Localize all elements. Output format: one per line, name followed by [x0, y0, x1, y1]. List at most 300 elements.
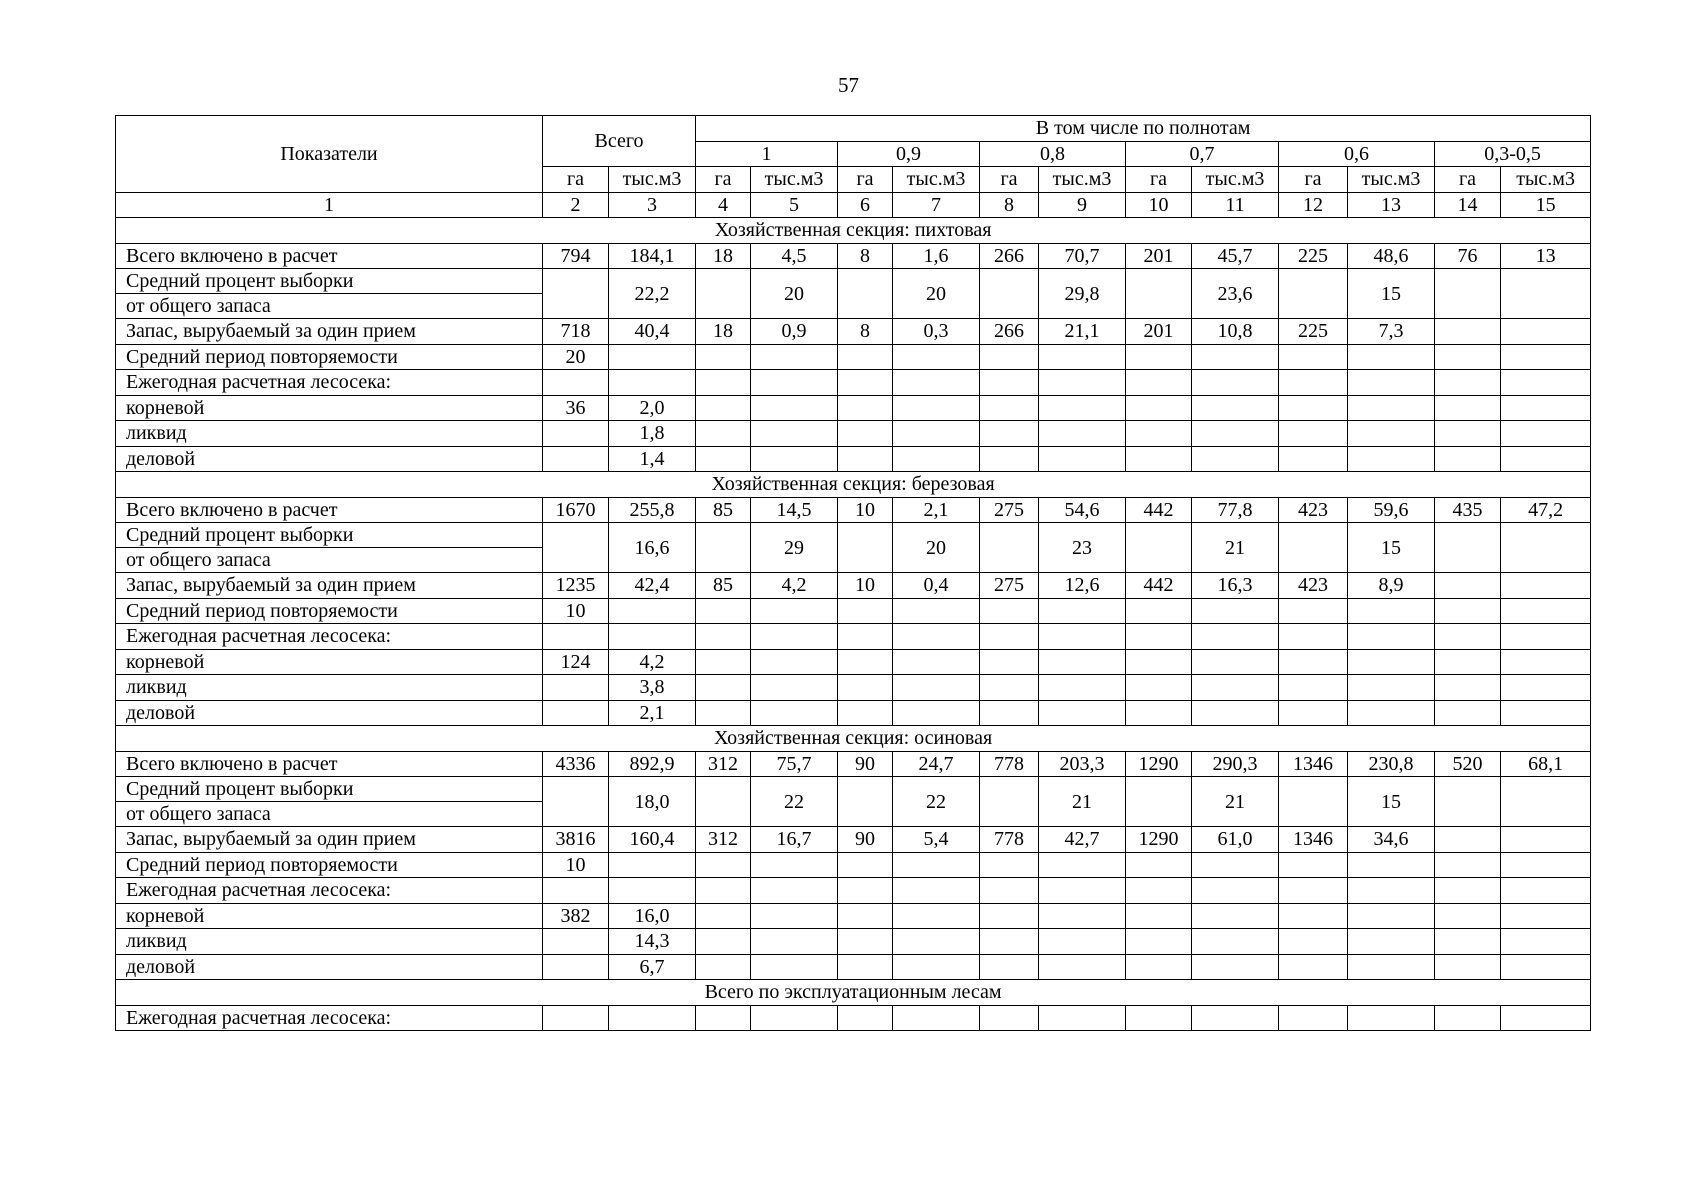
value-cell [1039, 903, 1126, 929]
value-cell: 4,2 [751, 573, 838, 599]
value-cell: 423 [1279, 573, 1348, 599]
value-cell: 10 [838, 573, 893, 599]
value-cell: 20 [893, 269, 980, 319]
section-title: Хозяйственная секция: березовая [116, 472, 1591, 498]
value-cell [751, 370, 838, 396]
value-cell [1501, 903, 1591, 929]
column-number: 4 [696, 192, 751, 218]
value-cell: 23,6 [1192, 269, 1279, 319]
value-cell: 225 [1279, 243, 1348, 269]
row-label: корневой [116, 903, 543, 929]
value-cell [696, 777, 751, 827]
value-cell [751, 421, 838, 447]
value-cell [980, 929, 1039, 955]
value-cell [696, 370, 751, 396]
value-cell: 718 [543, 319, 609, 345]
value-cell [1126, 954, 1192, 980]
table-row [116, 929, 1591, 955]
table-row [116, 523, 1591, 573]
value-cell [1435, 370, 1501, 396]
value-cell [1435, 675, 1501, 701]
value-cell: 18 [696, 243, 751, 269]
value-cell [1039, 1005, 1126, 1031]
column-number: 9 [1039, 192, 1126, 218]
section-title: Всего по эксплуатационным лесам [116, 980, 1591, 1006]
row-label: Запас, вырубаемый за один прием [116, 573, 543, 599]
value-cell [1192, 446, 1279, 472]
value-cell [696, 523, 751, 573]
value-cell [1279, 446, 1348, 472]
value-cell: 0,4 [893, 573, 980, 599]
value-cell [1501, 675, 1591, 701]
value-cell: 23 [1039, 523, 1126, 573]
value-cell [1126, 421, 1192, 447]
value-cell [980, 624, 1039, 650]
value-cell [980, 344, 1039, 370]
value-cell [1348, 446, 1435, 472]
value-cell [893, 370, 980, 396]
value-cell [1348, 954, 1435, 980]
value-cell: 16,0 [609, 903, 696, 929]
value-cell [893, 344, 980, 370]
value-cell [1279, 777, 1348, 827]
value-cell [1348, 852, 1435, 878]
row-label: деловой [116, 700, 543, 726]
row-label [116, 523, 543, 573]
value-cell [1348, 395, 1435, 421]
value-cell [751, 446, 838, 472]
value-cell [1501, 1005, 1591, 1031]
value-cell [893, 421, 980, 447]
value-cell: 10,8 [1192, 319, 1279, 345]
row-label-line: от общего запаса [126, 549, 271, 571]
value-cell [838, 878, 893, 904]
row-label: ликвид [116, 929, 543, 955]
value-cell [1501, 929, 1591, 955]
value-cell [1279, 370, 1348, 396]
value-cell [1348, 1005, 1435, 1031]
value-cell: 20 [751, 269, 838, 319]
value-cell [893, 700, 980, 726]
value-cell: 230,8 [1348, 751, 1435, 777]
row-label-line: Средний процент выборки [116, 269, 542, 294]
value-cell: 203,3 [1039, 751, 1126, 777]
value-cell [1039, 852, 1126, 878]
table-row [116, 852, 1591, 878]
value-cell [543, 523, 609, 573]
value-cell [1348, 700, 1435, 726]
value-cell: 42,7 [1039, 827, 1126, 853]
table-row [116, 598, 1591, 624]
value-cell: 520 [1435, 751, 1501, 777]
value-cell [1435, 624, 1501, 650]
row-label: Запас, вырубаемый за один прием [116, 827, 543, 853]
value-cell: 20 [543, 344, 609, 370]
value-cell [1279, 903, 1348, 929]
value-cell [1126, 777, 1192, 827]
row-label: деловой [116, 446, 543, 472]
column-number: 15 [1501, 192, 1591, 218]
table-row [116, 878, 1591, 904]
value-cell [1279, 700, 1348, 726]
value-cell: 22 [751, 777, 838, 827]
value-cell [1192, 954, 1279, 980]
table-row [116, 751, 1591, 777]
value-cell [696, 421, 751, 447]
table-row [116, 827, 1591, 853]
value-cell [1501, 852, 1591, 878]
value-cell: 312 [696, 827, 751, 853]
table-row [116, 624, 1591, 650]
value-cell [1501, 421, 1591, 447]
value-cell [1501, 395, 1591, 421]
value-cell [1348, 675, 1435, 701]
value-cell [838, 903, 893, 929]
row-label [116, 777, 543, 827]
value-cell [543, 700, 609, 726]
value-cell [980, 395, 1039, 421]
row-label: Ежегодная расчетная лесосека: [116, 878, 543, 904]
value-cell [1348, 344, 1435, 370]
table-row [116, 243, 1591, 269]
row-label-line: Средний процент выборки [116, 523, 542, 548]
value-cell [1279, 421, 1348, 447]
value-cell [1501, 954, 1591, 980]
value-cell [1435, 929, 1501, 955]
value-cell [1126, 1005, 1192, 1031]
value-cell [1501, 827, 1591, 853]
value-cell [1435, 446, 1501, 472]
value-cell [1192, 344, 1279, 370]
row-label-line: от общего запаса [126, 803, 271, 825]
value-cell: 15 [1348, 523, 1435, 573]
column-number: 7 [893, 192, 980, 218]
value-cell [980, 852, 1039, 878]
header-unit-ha: га [696, 167, 751, 193]
value-cell [751, 954, 838, 980]
value-cell [1126, 370, 1192, 396]
value-cell: 778 [980, 751, 1039, 777]
value-cell: 90 [838, 827, 893, 853]
value-cell [1192, 370, 1279, 396]
value-cell [1435, 827, 1501, 853]
value-cell [751, 344, 838, 370]
row-label: Всего включено в расчет [116, 497, 543, 523]
value-cell [751, 929, 838, 955]
column-number: 5 [751, 192, 838, 218]
value-cell: 435 [1435, 497, 1501, 523]
value-cell [1039, 675, 1126, 701]
value-cell: 7,3 [1348, 319, 1435, 345]
value-cell [1279, 878, 1348, 904]
value-cell [893, 675, 980, 701]
value-cell [980, 954, 1039, 980]
value-cell [980, 269, 1039, 319]
table-row [116, 319, 1591, 345]
table-row [116, 777, 1591, 827]
value-cell: 255,8 [609, 497, 696, 523]
value-cell [1192, 649, 1279, 675]
value-cell [980, 421, 1039, 447]
forest-table [115, 115, 1591, 1031]
value-cell [751, 649, 838, 675]
value-cell: 1290 [1126, 827, 1192, 853]
page-number: 57 [838, 73, 859, 97]
value-cell [838, 649, 893, 675]
value-cell [1039, 598, 1126, 624]
value-cell: 1,8 [609, 421, 696, 447]
value-cell [1279, 954, 1348, 980]
value-cell: 16,3 [1192, 573, 1279, 599]
value-cell [1192, 421, 1279, 447]
value-cell [1039, 649, 1126, 675]
value-cell [893, 1005, 980, 1031]
value-cell [893, 903, 980, 929]
table-row [116, 421, 1591, 447]
value-cell [1192, 852, 1279, 878]
value-cell: 12,6 [1039, 573, 1126, 599]
header-unit-ha: га [980, 167, 1039, 193]
value-cell [838, 370, 893, 396]
value-cell: 2,1 [893, 497, 980, 523]
value-cell: 42,4 [609, 573, 696, 599]
value-cell [980, 903, 1039, 929]
header-indicators: Показатели [116, 116, 543, 193]
value-cell: 16,7 [751, 827, 838, 853]
column-number: 3 [609, 192, 696, 218]
value-cell: 2,1 [609, 700, 696, 726]
value-cell [980, 700, 1039, 726]
value-cell: 1235 [543, 573, 609, 599]
value-cell: 290,3 [1192, 751, 1279, 777]
value-cell: 892,9 [609, 751, 696, 777]
value-cell [1279, 852, 1348, 878]
value-cell [1501, 777, 1591, 827]
value-cell [1501, 598, 1591, 624]
value-cell [1501, 523, 1591, 573]
value-cell: 22,2 [609, 269, 696, 319]
row-label: Всего включено в расчет [116, 243, 543, 269]
value-cell: 40,4 [609, 319, 696, 345]
value-cell [1192, 903, 1279, 929]
value-cell [1435, 319, 1501, 345]
value-cell: 184,1 [609, 243, 696, 269]
value-cell: 18 [696, 319, 751, 345]
value-cell [1126, 878, 1192, 904]
value-cell [751, 395, 838, 421]
value-cell [1279, 395, 1348, 421]
value-cell [1348, 421, 1435, 447]
value-cell [980, 446, 1039, 472]
value-cell [1501, 700, 1591, 726]
value-cell [1126, 852, 1192, 878]
table-row [116, 344, 1591, 370]
value-cell: 201 [1126, 319, 1192, 345]
value-cell [1501, 344, 1591, 370]
value-cell [838, 700, 893, 726]
value-cell: 312 [696, 751, 751, 777]
value-cell [893, 598, 980, 624]
value-cell [1435, 700, 1501, 726]
value-cell [980, 649, 1039, 675]
column-number: 10 [1126, 192, 1192, 218]
value-cell [609, 878, 696, 904]
value-cell: 21 [1192, 523, 1279, 573]
value-cell [1126, 903, 1192, 929]
value-cell [980, 777, 1039, 827]
value-cell [609, 370, 696, 396]
value-cell: 15 [1348, 269, 1435, 319]
value-cell: 29 [751, 523, 838, 573]
value-cell [609, 624, 696, 650]
value-cell: 4,5 [751, 243, 838, 269]
header-unit-vol: тыс.м3 [1348, 167, 1435, 193]
value-cell: 13 [1501, 243, 1591, 269]
value-cell [696, 675, 751, 701]
value-cell [1279, 1005, 1348, 1031]
value-cell [1279, 649, 1348, 675]
section-title: Хозяйственная секция: осиновая [116, 726, 1591, 752]
value-cell: 160,4 [609, 827, 696, 853]
value-cell [1279, 929, 1348, 955]
value-cell [1435, 573, 1501, 599]
value-cell: 794 [543, 243, 609, 269]
header-density: 0,3-0,5 [1435, 141, 1591, 167]
table-row [116, 700, 1591, 726]
section-title-row [116, 218, 1591, 244]
value-cell [1039, 954, 1126, 980]
row-label: Средний период повторяемости [116, 598, 543, 624]
row-label: ликвид [116, 421, 543, 447]
value-cell [838, 954, 893, 980]
value-cell [543, 675, 609, 701]
table-row [116, 1005, 1591, 1031]
section-title-row [116, 472, 1591, 498]
value-cell [1279, 523, 1348, 573]
row-label-line: Средний процент выборки [116, 777, 542, 802]
header-unit-vol: тыс.м3 [609, 167, 696, 193]
value-cell [838, 421, 893, 447]
value-cell [838, 523, 893, 573]
header-unit-vol: тыс.м3 [751, 167, 838, 193]
header-density: 0,6 [1279, 141, 1435, 167]
value-cell [1126, 598, 1192, 624]
table-row [116, 675, 1591, 701]
value-cell [751, 700, 838, 726]
value-cell [543, 1005, 609, 1031]
row-label: деловой [116, 954, 543, 980]
column-number: 2 [543, 192, 609, 218]
value-cell: 54,6 [1039, 497, 1126, 523]
header-row [116, 116, 1591, 142]
value-cell [1435, 421, 1501, 447]
value-cell [1501, 624, 1591, 650]
value-cell [1039, 624, 1126, 650]
value-cell [838, 624, 893, 650]
value-cell [1126, 929, 1192, 955]
value-cell [751, 675, 838, 701]
value-cell [1192, 929, 1279, 955]
value-cell [543, 954, 609, 980]
value-cell [1039, 878, 1126, 904]
value-cell [838, 598, 893, 624]
value-cell [1435, 852, 1501, 878]
value-cell: 61,0 [1192, 827, 1279, 853]
value-cell: 1346 [1279, 827, 1348, 853]
table-row [116, 649, 1591, 675]
value-cell: 8 [838, 319, 893, 345]
value-cell [838, 269, 893, 319]
value-cell [838, 777, 893, 827]
value-cell [1348, 624, 1435, 650]
column-number: 6 [838, 192, 893, 218]
value-cell [893, 446, 980, 472]
value-cell [838, 929, 893, 955]
row-label: Средний период повторяемости [116, 852, 543, 878]
value-cell: 29,8 [1039, 269, 1126, 319]
value-cell: 382 [543, 903, 609, 929]
table-row [116, 269, 1591, 319]
header-unit-ha: га [838, 167, 893, 193]
value-cell [1348, 929, 1435, 955]
value-cell [543, 624, 609, 650]
value-cell [1192, 1005, 1279, 1031]
value-cell [893, 624, 980, 650]
value-cell: 10 [543, 852, 609, 878]
value-cell [696, 852, 751, 878]
value-cell [893, 929, 980, 955]
value-cell: 0,3 [893, 319, 980, 345]
value-cell [751, 1005, 838, 1031]
value-cell [696, 624, 751, 650]
table-row [116, 497, 1591, 523]
value-cell [1279, 624, 1348, 650]
value-cell [1039, 344, 1126, 370]
value-cell: 59,6 [1348, 497, 1435, 523]
value-cell: 48,6 [1348, 243, 1435, 269]
value-cell [1435, 903, 1501, 929]
header-unit-vol: тыс.м3 [1039, 167, 1126, 193]
table-row [116, 573, 1591, 599]
value-cell: 36 [543, 395, 609, 421]
value-cell [696, 446, 751, 472]
value-cell [696, 269, 751, 319]
value-cell [543, 777, 609, 827]
value-cell [543, 446, 609, 472]
value-cell [696, 903, 751, 929]
value-cell [1279, 598, 1348, 624]
value-cell [696, 344, 751, 370]
value-cell: 1290 [1126, 751, 1192, 777]
value-cell [1501, 649, 1591, 675]
value-cell [1435, 878, 1501, 904]
value-cell [696, 700, 751, 726]
value-cell: 21 [1192, 777, 1279, 827]
value-cell [980, 523, 1039, 573]
value-cell [980, 1005, 1039, 1031]
value-cell: 124 [543, 649, 609, 675]
value-cell: 1,6 [893, 243, 980, 269]
row-label: ликвид [116, 675, 543, 701]
value-cell: 275 [980, 497, 1039, 523]
value-cell [1435, 523, 1501, 573]
value-cell: 21,1 [1039, 319, 1126, 345]
header-density: 0,7 [1126, 141, 1279, 167]
value-cell [1126, 675, 1192, 701]
column-number: 1 [116, 192, 543, 218]
value-cell: 21 [1039, 777, 1126, 827]
value-cell [1279, 269, 1348, 319]
